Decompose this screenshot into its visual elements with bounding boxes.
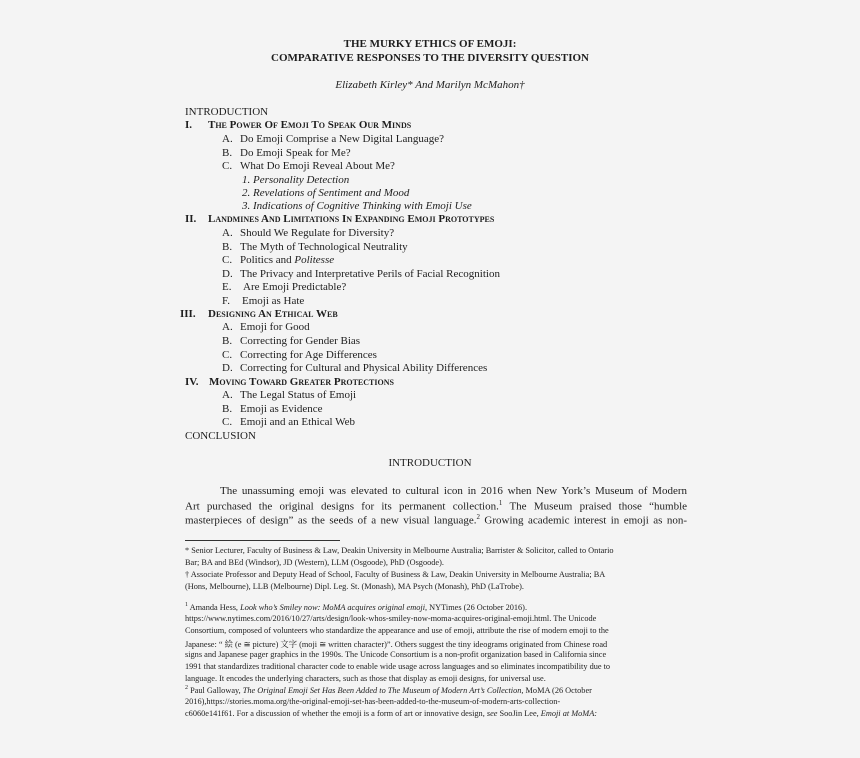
toc-item-text: The Legal Status of Emoji — [240, 389, 357, 401]
toc-section-4-title: Moving Toward Greater Protections — [209, 376, 394, 388]
toc-item-text: Do Emoji Speak for Me? — [240, 147, 351, 159]
toc-item-text — [240, 254, 334, 266]
toc-item-letter: B. — [222, 147, 233, 159]
footnote-cited-title: The Original Emoji Set Has Been Added to The Museum of Modern Art’s Collection — [242, 685, 522, 695]
toc-section-2-number: II. — [185, 213, 197, 225]
footnote-1-line: Japanese: “ 絵 (e ≅ picture) 文字 (moji ≅ written character)”. Others suggest the tiny ideograms originated from Chinese road — [185, 640, 608, 649]
footnote-text: Amanda Hess, — [188, 602, 241, 612]
toc-subitem: 1. Personality Detection — [242, 174, 350, 186]
toc-item-letter: C. — [222, 349, 233, 361]
footnote-text: c6060e141f61. For a discussion of whether the emoji is a form of art or innovative design, — [185, 709, 487, 718]
footnote-author-1-line: Bar; BA and BEd (Windsor), JD (Western), LLM (Osgoode), PhD (Osgoode). — [185, 558, 444, 567]
toc-item-letter: A. — [222, 133, 233, 145]
body-text-line: The unassuming emoji was elevated to cultural icon in 2016 when New York’s Museum of Modern — [220, 485, 687, 497]
toc-item-text: Correcting for Cultural and Physical Ability Differences — [240, 362, 488, 374]
toc-item-text: Do Emoji Comprise a New Digital Language? — [240, 133, 445, 145]
footnote-cited-title: Emoji at MoMA: — [540, 709, 598, 718]
footnote-cited-title: Look who’s Smiley now: MoMA acquires original emoji — [240, 602, 425, 612]
toc-item-text: The Myth of Technological Neutrality — [240, 241, 408, 253]
toc-item-letter: A. — [222, 227, 233, 239]
toc-conclusion: CONCLUSION — [185, 430, 256, 442]
paper-title-line-1: THE MURKY ETHICS OF EMOJI: — [343, 38, 517, 50]
footnote-ref: 2 — [476, 513, 480, 521]
toc-item-text-plain: Politics and — [240, 254, 295, 266]
toc-item-text: The Privacy and Interpretative Perils of Facial Recognition — [240, 268, 500, 280]
toc-item-letter: C. — [222, 416, 233, 428]
footnote-author-2-line: (Hons, Melbourne), LLB (Melbourne) Dipl. Leg. St. (Monash), MA Psych (Monash), PhD (LaTrobe). — [185, 582, 524, 591]
toc-item-letter: C. — [222, 160, 233, 172]
paper-title-line-2: COMPARATIVE RESPONSES TO THE DIVERSITY QUESTION — [271, 52, 589, 64]
toc-item-text: Should We Regulate for Diversity? — [240, 227, 395, 239]
body-text-segment: The Museum praised those “humble — [502, 500, 688, 513]
toc-item-letter: D. — [222, 268, 233, 280]
footnote-text: SooJin Lee, — [497, 709, 541, 718]
footnote-2-line: 2016),https://stories.moma.org/the-original-emoji-set-has-been-added-to-the-museum-of-modern-arts-collection- — [185, 697, 561, 706]
section-heading-introduction: INTRODUCTION — [388, 457, 472, 469]
toc-item-text: Emoji as Evidence — [240, 403, 323, 415]
footnote-text: Paul Galloway, — [188, 685, 243, 695]
toc-item-letter: B. — [222, 241, 233, 253]
toc-item-letter: E. — [222, 281, 232, 293]
footnote-1-line: language. It encodes the underlying characters, such as those that display as emoji designs, for universal use. — [185, 674, 546, 683]
toc-section-3-title: Designing An Ethical Web — [208, 308, 338, 320]
body-text-segment: masterpieces of design” as the seeds of a new visual language. — [185, 514, 477, 527]
paper-authors: Elizabeth Kirley* And Marilyn McMahon† — [335, 79, 525, 91]
footnote-1-line: signs and Japanese pager graphics in the 1990s. The Unicode Consortium is a non-profit organization based in California since — [185, 650, 607, 659]
footnote-2-line — [185, 709, 597, 718]
footnote-number: 1 — [185, 602, 188, 608]
body-text-line — [185, 513, 687, 527]
toc-item-letter: F. — [222, 295, 230, 307]
toc-section-1-number: I. — [185, 119, 193, 131]
footnote-number: 2 — [185, 685, 188, 691]
toc-introduction: INTRODUCTION — [185, 106, 269, 118]
toc-item-text: Correcting for Gender Bias — [240, 335, 361, 347]
toc-item-letter: A. — [222, 321, 233, 333]
footnote-1-line: Consortium, composed of volunteers who standardize the appearance and use of emoji, attribute the rise of modern emoji to the — [185, 626, 609, 635]
toc-item-text: Emoji for Good — [240, 321, 310, 333]
toc-section-3-number: III. — [180, 308, 196, 320]
body-text-segment: Growing academic interest in emoji as non- — [479, 514, 687, 527]
footnote-separator — [185, 540, 340, 541]
toc-item-text: Emoji and an Ethical Web — [240, 416, 355, 428]
footnote-2-line — [185, 685, 592, 695]
body-text-line — [185, 499, 687, 513]
footnote-text: , NYTimes (26 October 2016). — [425, 602, 528, 612]
footnote-1-line: 1991 that standardizes traditional character code to enable wide usage across languages and so eliminates incompatibility due to — [185, 662, 611, 671]
toc-subitem: 2. Revelations of Sentiment and Mood — [242, 187, 410, 199]
footnote-author-2-line: † Associate Professor and Deputy Head of School, Faculty of Business & Law, Deakin University in Melbourne Australia; BA — [185, 570, 606, 579]
toc-section-1-title: The Power Of Emoji To Speak Our Minds — [208, 119, 412, 131]
toc-subitem: 3. Indications of Cognitive Thinking with Emoji Use — [242, 200, 472, 212]
toc-item-letter: C. — [222, 254, 233, 266]
footnote-1-line — [185, 602, 527, 612]
toc-item-letter: B. — [222, 403, 233, 415]
toc-section-2-title: Landmines And Limitations In Expanding Emoji Prototypes — [208, 213, 495, 225]
toc-item-text: Are Emoji Predictable? — [243, 281, 347, 293]
toc-section-4-number: IV. — [185, 376, 199, 388]
toc-item-text-italic: Politesse — [294, 254, 335, 266]
footnote-author-1-line: * Senior Lecturer, Faculty of Business & Law, Deakin University in Melbourne Australia; Barrister & Solicitor, called to Ontario — [185, 546, 614, 555]
body-text-segment: Art purchased the original designs for its permanent collection. — [185, 500, 499, 513]
toc-item-text: What Do Emoji Reveal About Me? — [240, 160, 395, 172]
footnote-1-line: https://www.nytimes.com/2016/10/27/arts/design/look-whos-smiley-now-moma-acquires-original-emoji.html. The Unicode — [185, 614, 597, 623]
toc-item-letter: D. — [222, 362, 233, 374]
toc-item-text: Correcting for Age Differences — [240, 349, 377, 361]
toc-item-letter: A. — [222, 389, 233, 401]
toc-item-text: Emoji as Hate — [242, 295, 305, 307]
footnote-signal-word: see — [486, 709, 498, 718]
footnote-text: , MoMA (26 October — [521, 685, 592, 695]
footnote-ref: 1 — [498, 499, 503, 507]
toc-item-letter: B. — [222, 335, 233, 347]
